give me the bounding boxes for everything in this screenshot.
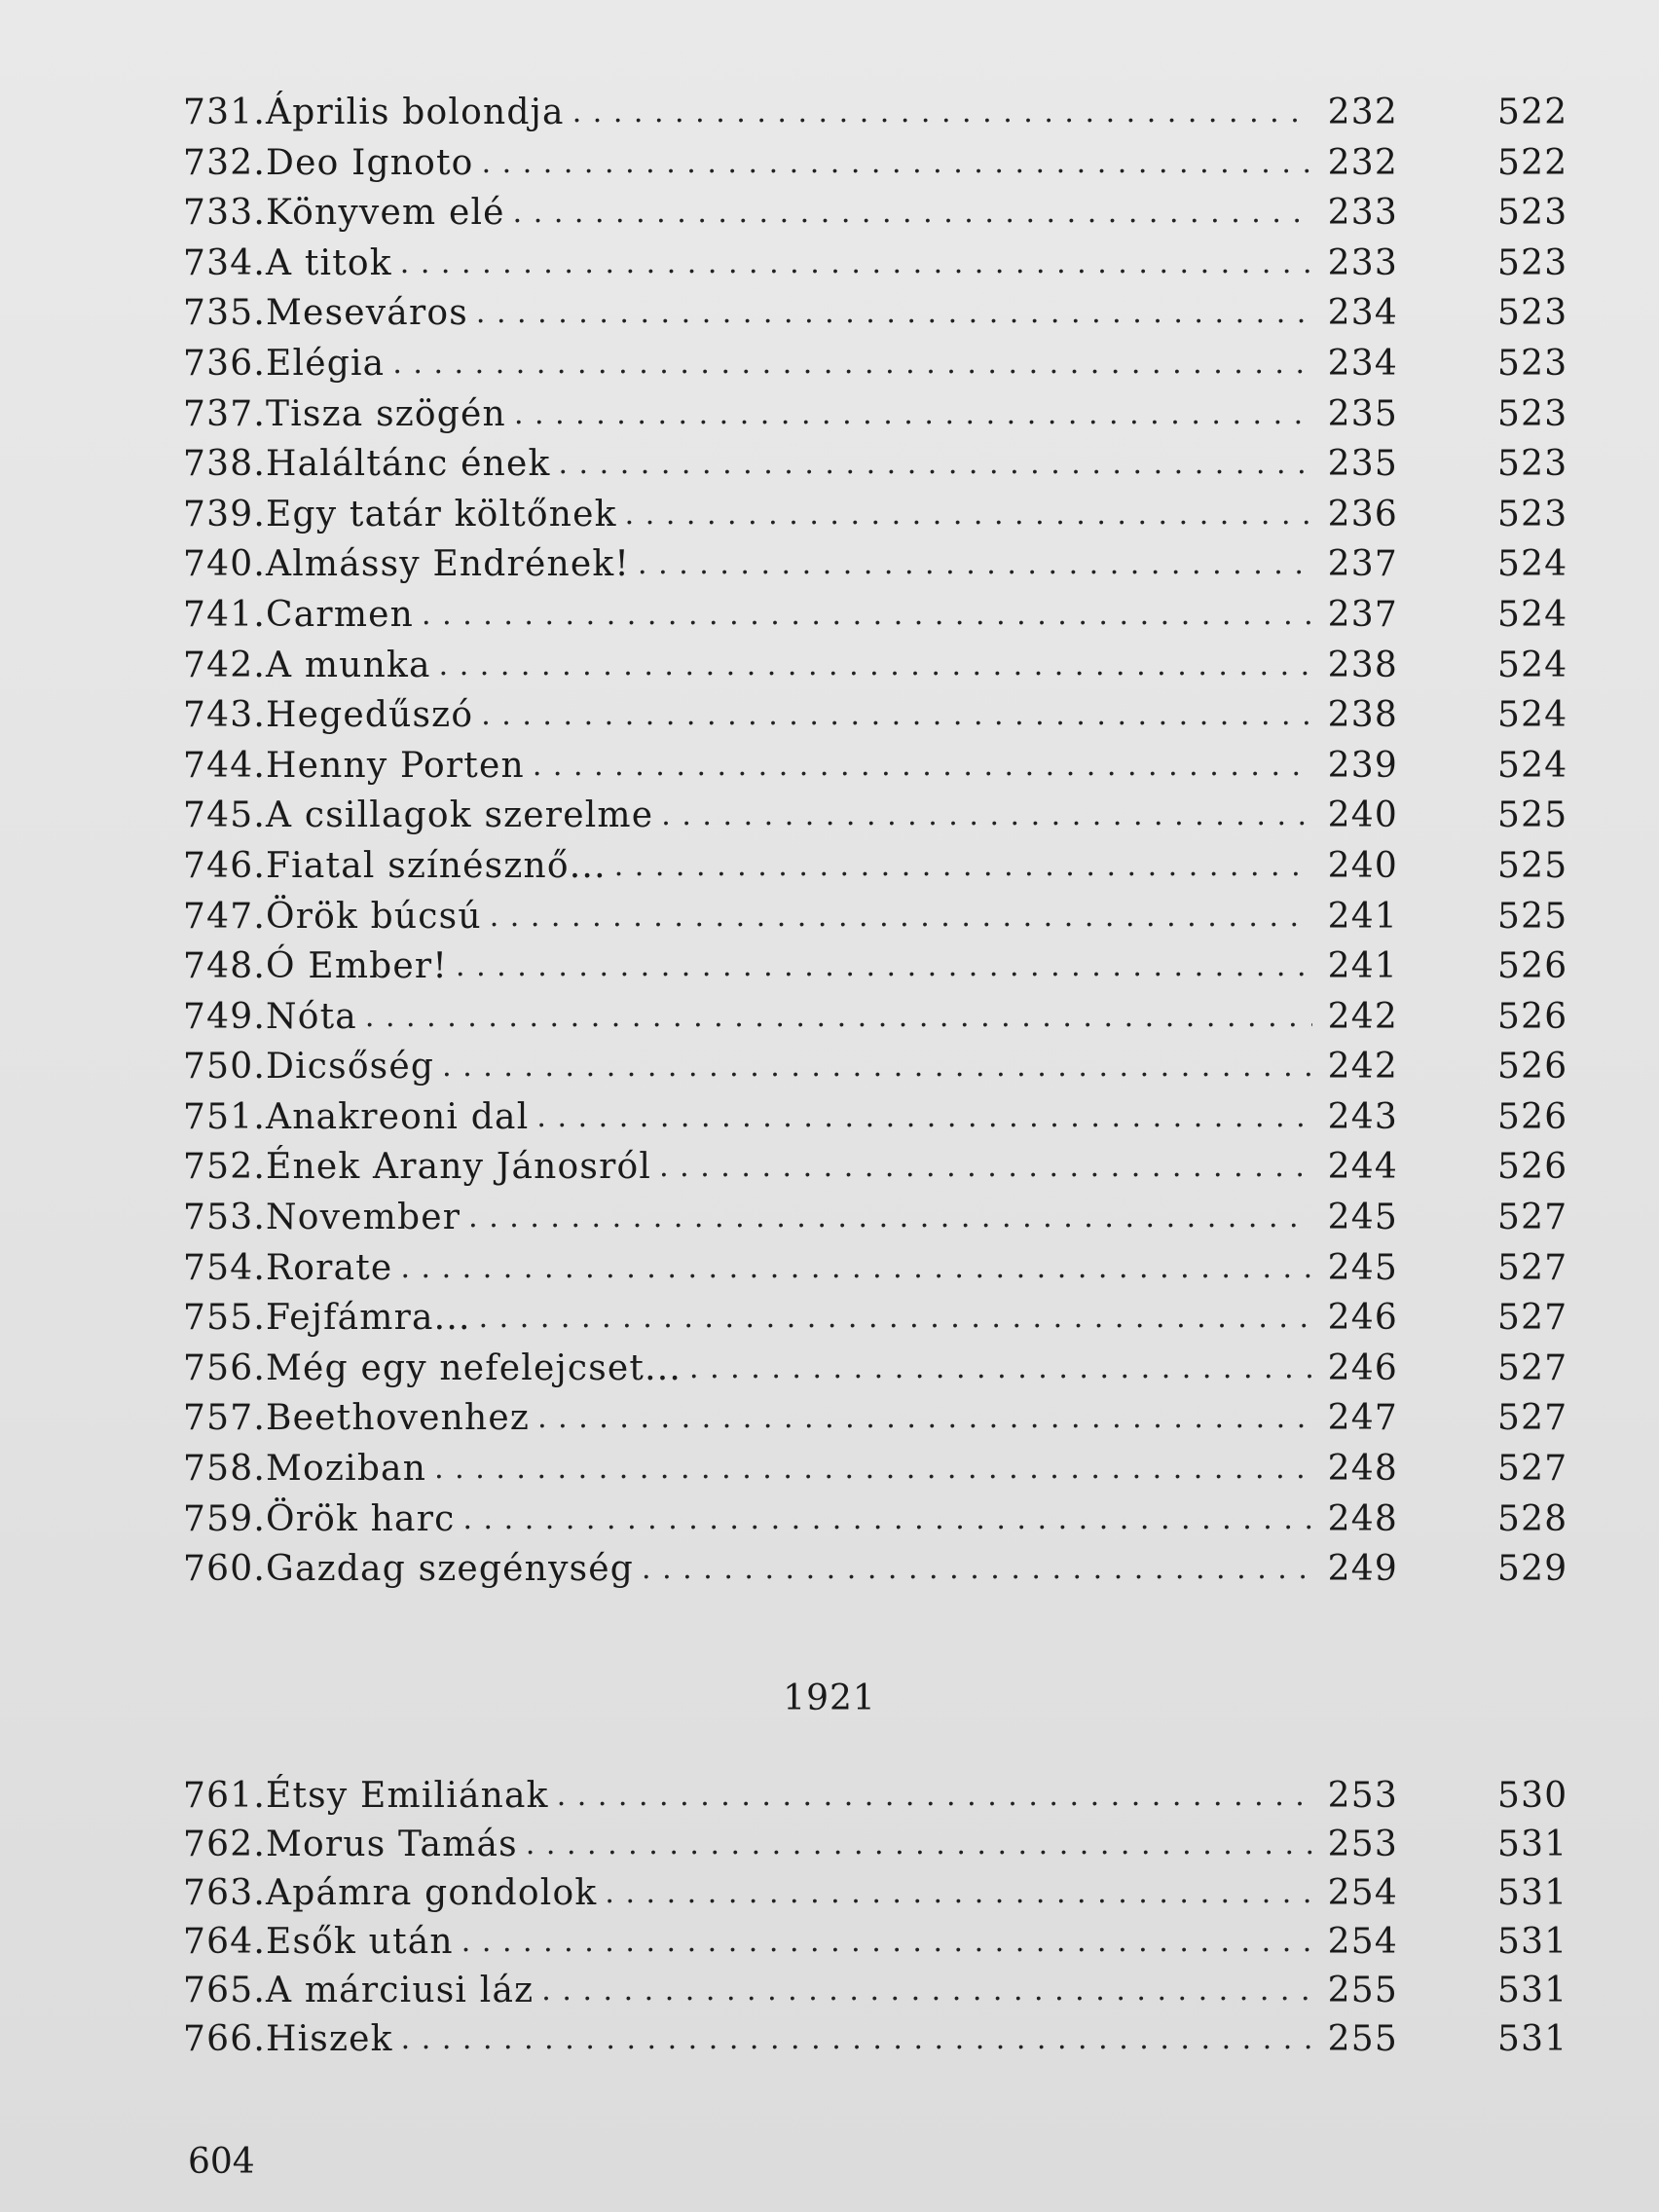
entry-title: Henny Porten [266,745,525,786]
entry-page: 232 [1327,92,1398,132]
dot-leader [481,690,1312,741]
entry-note-page: 524 [1497,745,1568,786]
entry-number: 743. [183,695,266,736]
entry-title: Anakreoni dal [266,1096,530,1137]
entry-page: 237 [1327,594,1398,635]
entry-page: 232 [1327,142,1398,183]
entry-note-page: 525 [1497,845,1568,886]
dot-leader [400,239,1312,289]
entry-note-page: 527 [1497,1347,1568,1388]
dot-leader [490,892,1312,942]
entry-number: 734. [183,242,266,283]
entry-number: 758. [183,1449,266,1490]
dot-leader [661,791,1312,841]
toc-entry [183,138,1566,189]
entry-page: 234 [1327,343,1398,384]
entry-title: Deo Ignoto [266,142,474,183]
entry-page: 240 [1327,795,1398,836]
entry-title: Hiszek [266,2019,393,2059]
toc-entry [183,239,1566,289]
dot-leader [401,2015,1312,2064]
entry-note-page: 529 [1497,1549,1568,1590]
entry-title: Egy tatár költőnek [266,494,617,535]
entry-page: 245 [1327,1198,1398,1238]
entry-note-page: 531 [1497,1873,1568,1913]
toc-entry [183,992,1566,1043]
toc-entry [183,88,1566,138]
entry-note-page: 527 [1497,1198,1568,1238]
toc-entry [183,1821,1566,1869]
dot-leader [482,138,1312,189]
dot-leader [558,439,1312,490]
entry-number: 735. [183,293,266,334]
entry-title: Rorate [266,1247,393,1288]
entry-note-page: 526 [1497,1047,1568,1088]
entry-page: 246 [1327,1298,1398,1339]
entry-note-page: 531 [1497,2019,1568,2059]
toc-list-1921 [183,1772,1566,2064]
entry-number: 759. [183,1498,266,1539]
entry-page: 242 [1327,1047,1398,1088]
entry-note-page: 527 [1497,1298,1568,1339]
entry-page: 246 [1327,1347,1398,1388]
toc-entry [183,590,1566,641]
entry-note-page: 525 [1497,795,1568,836]
entry-page: 238 [1327,645,1398,685]
entry-page: 233 [1327,242,1398,283]
toc-entry [183,741,1566,792]
entry-note-page: 523 [1497,393,1568,434]
entry-page: 239 [1327,745,1398,786]
entry-number: 755. [183,1298,266,1339]
entry-title: Haláltánc ének [266,444,551,485]
toc-entry [183,892,1566,942]
entry-page: 249 [1327,1549,1398,1590]
dot-leader [461,1918,1312,1967]
entry-page: 237 [1327,544,1398,585]
entry-title: Ó Ember! [266,946,448,987]
toc-entry [183,1494,1566,1545]
entry-note-page: 526 [1497,1147,1568,1188]
dot-leader [514,389,1312,440]
toc-entry [183,288,1566,339]
toc-entry [183,1193,1566,1243]
entry-note-page: 523 [1497,494,1568,535]
dot-leader [479,1293,1312,1344]
toc-list-1920 [183,88,1566,1595]
dot-leader [537,1393,1312,1444]
dot-leader [541,1967,1312,2015]
entry-page: 236 [1327,494,1398,535]
toc-entry [183,2015,1566,2064]
entry-note-page: 523 [1497,242,1568,283]
entry-page: 235 [1327,444,1398,485]
toc-entry [183,1092,1566,1143]
toc-entry [183,841,1566,892]
entry-title: Étsy Emiliának [266,1776,549,1816]
toc-entry [183,1869,1566,1918]
toc-entry [183,490,1566,540]
entry-title: Almássy Endrének! [266,544,631,585]
entry-note-page: 523 [1497,193,1568,234]
entry-note-page: 524 [1497,695,1568,736]
entry-page: 241 [1327,946,1398,987]
dot-leader [462,1494,1312,1545]
entry-number: 760. [183,1549,266,1590]
dot-leader [526,1821,1312,1869]
dot-leader [572,88,1312,138]
entry-title: Ének Arany Jánosról [266,1147,652,1188]
entry-number: 739. [183,494,266,535]
entry-number: 731. [183,92,266,132]
entry-page: 253 [1327,1776,1398,1816]
entry-page: 255 [1327,2019,1398,2059]
entry-number: 747. [183,896,266,937]
entry-number: 745. [183,795,266,836]
entry-number: 762. [183,1825,266,1864]
entry-number: 741. [183,594,266,635]
dot-leader [400,1243,1312,1294]
entry-note-page: 524 [1497,594,1568,635]
toc-entry [183,539,1566,590]
toc-entry [183,1772,1566,1821]
entry-page: 235 [1327,393,1398,434]
entry-number: 753. [183,1198,266,1238]
toc-entry [183,1544,1566,1595]
toc-entry [183,1142,1566,1193]
dot-leader [456,941,1312,992]
entry-title: Apámra gondolok [266,1873,598,1913]
entry-note-page: 531 [1497,1825,1568,1864]
entry-title: Fiatal színésznő... [266,845,607,886]
dot-leader [392,339,1312,389]
entry-page: 247 [1327,1398,1398,1439]
entry-title: A munka [266,645,431,685]
entry-title: Hegedűszó [266,695,474,736]
toc-entry [183,1243,1566,1294]
entry-page: 248 [1327,1498,1398,1539]
entry-number: 752. [183,1147,266,1188]
dot-leader [642,1544,1312,1595]
entry-note-page: 527 [1497,1247,1568,1288]
dot-leader [468,1193,1312,1243]
entry-page: 254 [1327,1873,1398,1913]
entry-title: Meseváros [266,293,468,334]
entry-title: A csillagok szerelme [266,795,654,836]
page-number: 604 [188,2142,255,2182]
dot-leader [638,539,1312,590]
entry-note-page: 526 [1497,1096,1568,1137]
entry-note-page: 531 [1497,1922,1568,1962]
entry-title: Április bolondja [266,92,565,132]
dot-leader [442,1042,1312,1092]
entry-note-page: 527 [1497,1398,1568,1439]
entry-title: Morus Tamás [266,1825,518,1864]
entry-title: Nóta [266,996,357,1037]
entry-number: 738. [183,444,266,485]
entry-note-page: 522 [1497,142,1568,183]
toc-entry [183,941,1566,992]
dot-leader [434,1444,1312,1494]
entry-note-page: 524 [1497,645,1568,685]
toc-entry [183,188,1566,239]
entry-number: 750. [183,1047,266,1088]
entry-title: Elégia [266,343,386,384]
toc-entry [183,1967,1566,2015]
entry-number: 751. [183,1096,266,1137]
toc-entry [183,1393,1566,1444]
entry-page: 238 [1327,695,1398,736]
toc-entry [183,439,1566,490]
entry-number: 754. [183,1247,266,1288]
year-heading: 1921 [783,1678,876,1718]
entry-number: 748. [183,946,266,987]
entry-title: Carmen [266,594,415,635]
dot-leader [557,1772,1312,1821]
entry-page: 254 [1327,1922,1398,1962]
entry-note-page: 523 [1497,293,1568,334]
dot-leader [625,490,1312,540]
entry-note-page: 528 [1497,1498,1568,1539]
dot-leader [513,188,1312,239]
entry-title: Esők után [266,1922,454,1962]
entry-title: Gazdag szegénység [266,1549,635,1590]
entry-number: 744. [183,745,266,786]
entry-note-page: 524 [1497,544,1568,585]
entry-note-page: 526 [1497,946,1568,987]
entry-number: 736. [183,343,266,384]
dot-leader [476,288,1312,339]
toc-entry [183,339,1566,389]
entry-title: November [266,1198,461,1238]
entry-page: 244 [1327,1147,1398,1188]
dot-leader [422,590,1312,641]
toc-entry [183,1444,1566,1494]
entry-note-page: 530 [1497,1776,1568,1816]
entry-title: Könyvem elé [266,193,505,234]
entry-number: 765. [183,1971,266,2010]
entry-number: 742. [183,645,266,685]
entry-title: Beethovenhez [266,1398,531,1439]
entry-number: 740. [183,544,266,585]
entry-number: 732. [183,142,266,183]
toc-entry [183,1042,1566,1092]
entry-title: Moziban [266,1449,427,1490]
toc-entry [183,690,1566,741]
entry-title: Fejfámra... [266,1298,471,1339]
entry-title: Tisza szögén [266,393,506,434]
entry-page: 255 [1327,1971,1398,2010]
dot-leader [365,992,1312,1043]
entry-page: 240 [1327,845,1398,886]
toc-entry [183,1344,1566,1394]
entry-number: 756. [183,1347,266,1388]
dot-leader [614,841,1312,892]
entry-number: 763. [183,1873,266,1913]
entry-note-page: 525 [1497,896,1568,937]
entry-number: 761. [183,1776,266,1816]
entry-number: 766. [183,2019,266,2059]
entry-note-page: 527 [1497,1449,1568,1490]
entry-title: Örök harc [266,1498,456,1539]
entry-title: Dicsőség [266,1047,435,1088]
entry-number: 746. [183,845,266,886]
entry-page: 234 [1327,293,1398,334]
toc-entry [183,1918,1566,1967]
dot-leader [605,1869,1312,1918]
toc-entry [183,389,1566,440]
entry-page: 233 [1327,193,1398,234]
entry-title: Örök búcsú [266,896,482,937]
dot-leader [439,641,1312,691]
dot-leader [533,741,1312,792]
entry-page: 242 [1327,996,1398,1037]
entry-page: 241 [1327,896,1398,937]
entry-title: A márciusi láz [266,1971,535,2010]
entry-page: 253 [1327,1825,1398,1864]
entry-note-page: 523 [1497,444,1568,485]
entry-number: 737. [183,393,266,434]
dot-leader [536,1092,1312,1143]
entry-title: Még egy nefelejcset... [266,1347,682,1388]
entry-page: 245 [1327,1247,1398,1288]
entry-note-page: 526 [1497,996,1568,1037]
dot-leader [689,1344,1312,1394]
entry-number: 733. [183,193,266,234]
entry-title: A titok [266,242,392,283]
entry-number: 757. [183,1398,266,1439]
entry-note-page: 523 [1497,343,1568,384]
entry-number: 764. [183,1922,266,1962]
toc-entry [183,641,1566,691]
dot-leader [659,1142,1312,1193]
toc-entry [183,1293,1566,1344]
entry-page: 243 [1327,1096,1398,1137]
toc-entry [183,791,1566,841]
entry-note-page: 531 [1497,1971,1568,2010]
entry-page: 248 [1327,1449,1398,1490]
entry-note-page: 522 [1497,92,1568,132]
entry-number: 749. [183,996,266,1037]
